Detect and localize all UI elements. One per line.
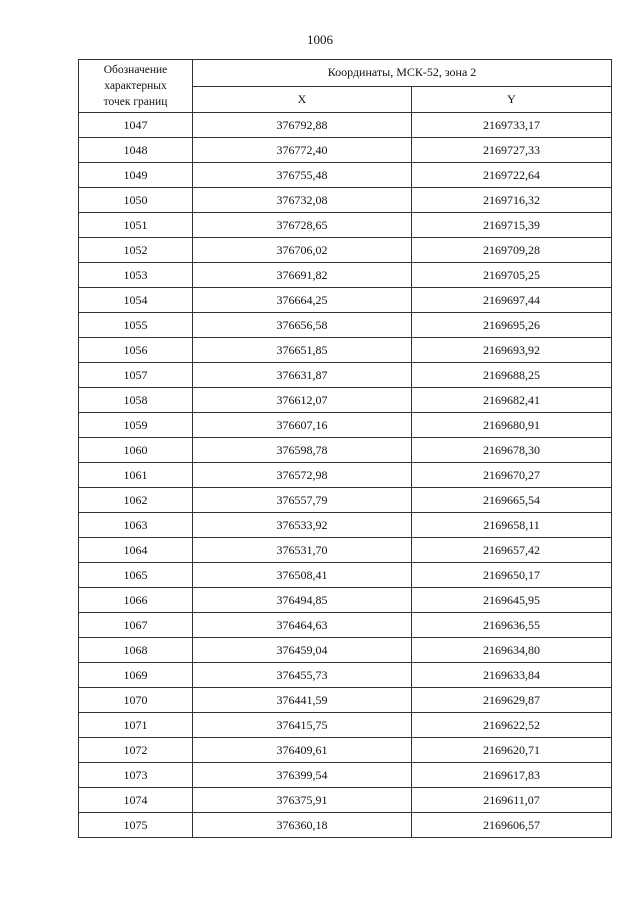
y-coordinate-cell: 2169733,17 <box>412 113 612 138</box>
table-row <box>79 238 612 263</box>
y-coordinate-cell: 2169678,30 <box>412 438 612 463</box>
point-id-cell: 1054 <box>79 288 193 313</box>
y-coordinate-cell: 2169617,83 <box>412 763 612 788</box>
x-coordinate-cell: 376732,08 <box>193 188 412 213</box>
y-coordinate-cell: 2169629,87 <box>412 688 612 713</box>
x-coordinate-cell: 376612,07 <box>193 388 412 413</box>
y-coordinate-cell: 2169727,33 <box>412 138 612 163</box>
x-coordinate-cell: 376607,16 <box>193 413 412 438</box>
header-x: X <box>193 86 412 113</box>
table-body <box>79 113 612 838</box>
y-coordinate-cell: 2169650,17 <box>412 563 612 588</box>
y-coordinate-cell: 2169665,54 <box>412 488 612 513</box>
y-coordinate-cell: 2169715,39 <box>412 213 612 238</box>
y-coordinate-cell: 2169682,41 <box>412 388 612 413</box>
table-row <box>79 463 612 488</box>
point-id-cell: 1052 <box>79 238 193 263</box>
header-y: Y <box>412 86 612 113</box>
table-row <box>79 363 612 388</box>
x-coordinate-cell: 376598,78 <box>193 438 412 463</box>
point-id-cell: 1060 <box>79 438 193 463</box>
x-coordinate-cell: 376459,04 <box>193 638 412 663</box>
header-designation-line: характерных <box>104 80 167 92</box>
point-id-cell: 1065 <box>79 563 193 588</box>
point-id-cell: 1053 <box>79 263 193 288</box>
x-coordinate-cell: 376691,82 <box>193 263 412 288</box>
table-row <box>79 163 612 188</box>
point-id-cell: 1069 <box>79 663 193 688</box>
x-coordinate-cell: 376572,98 <box>193 463 412 488</box>
x-coordinate-cell: 376651,85 <box>193 338 412 363</box>
table-row <box>79 413 612 438</box>
x-coordinate-cell: 376656,58 <box>193 313 412 338</box>
point-id-cell: 1073 <box>79 763 193 788</box>
table-row <box>79 813 612 838</box>
point-id-cell: 1061 <box>79 463 193 488</box>
table-row <box>79 513 612 538</box>
x-coordinate-cell: 376728,65 <box>193 213 412 238</box>
y-coordinate-cell: 2169705,25 <box>412 263 612 288</box>
x-coordinate-cell: 376494,85 <box>193 588 412 613</box>
table-row <box>79 113 612 138</box>
y-coordinate-cell: 2169709,28 <box>412 238 612 263</box>
y-coordinate-cell: 2169611,07 <box>412 788 612 813</box>
header-designation-line: Обозначение <box>103 64 168 76</box>
table-row <box>79 563 612 588</box>
point-id-cell: 1066 <box>79 588 193 613</box>
point-id-cell: 1047 <box>79 113 193 138</box>
point-id-cell: 1050 <box>79 188 193 213</box>
point-id-cell: 1051 <box>79 213 193 238</box>
point-id-cell: 1072 <box>79 738 193 763</box>
point-id-cell: 1063 <box>79 513 193 538</box>
table-row <box>79 138 612 163</box>
header-designation-line: точек границ <box>103 96 168 108</box>
point-id-cell: 1059 <box>79 413 193 438</box>
point-id-cell: 1070 <box>79 688 193 713</box>
x-coordinate-cell: 376375,91 <box>193 788 412 813</box>
y-coordinate-cell: 2169680,91 <box>412 413 612 438</box>
point-id-cell: 1071 <box>79 713 193 738</box>
y-coordinate-cell: 2169606,57 <box>412 813 612 838</box>
table-row <box>79 438 612 463</box>
point-id-cell: 1057 <box>79 363 193 388</box>
x-coordinate-cell: 376441,59 <box>193 688 412 713</box>
y-coordinate-cell: 2169622,52 <box>412 713 612 738</box>
page-number: 1006 <box>307 32 333 47</box>
point-id-cell: 1064 <box>79 538 193 563</box>
point-id-cell: 1067 <box>79 613 193 638</box>
table-row <box>79 663 612 688</box>
table-row <box>79 688 612 713</box>
y-coordinate-cell: 2169695,26 <box>412 313 612 338</box>
y-coordinate-cell: 2169697,44 <box>412 288 612 313</box>
table-row <box>79 263 612 288</box>
point-id-cell: 1074 <box>79 788 193 813</box>
y-coordinate-cell: 2169636,55 <box>412 613 612 638</box>
x-coordinate-cell: 376409,61 <box>193 738 412 763</box>
point-id-cell: 1056 <box>79 338 193 363</box>
header-coordinates-group: Координаты, МСК-52, зона 2 <box>193 60 612 87</box>
y-coordinate-cell: 2169722,64 <box>412 163 612 188</box>
y-coordinate-cell: 2169716,32 <box>412 188 612 213</box>
x-coordinate-cell: 376792,88 <box>193 113 412 138</box>
table-row <box>79 738 612 763</box>
point-id-cell: 1068 <box>79 638 193 663</box>
coordinates-table <box>78 59 612 838</box>
x-coordinate-cell: 376399,54 <box>193 763 412 788</box>
table-row <box>79 613 612 638</box>
point-id-cell: 1058 <box>79 388 193 413</box>
y-coordinate-cell: 2169688,25 <box>412 363 612 388</box>
x-coordinate-cell: 376557,79 <box>193 488 412 513</box>
y-coordinate-cell: 2169670,27 <box>412 463 612 488</box>
x-coordinate-cell: 376360,18 <box>193 813 412 838</box>
x-coordinate-cell: 376508,41 <box>193 563 412 588</box>
y-coordinate-cell: 2169645,95 <box>412 588 612 613</box>
x-coordinate-cell: 376706,02 <box>193 238 412 263</box>
table-row <box>79 188 612 213</box>
table-row <box>79 388 612 413</box>
x-coordinate-cell: 376533,92 <box>193 513 412 538</box>
y-coordinate-cell: 2169633,84 <box>412 663 612 688</box>
y-coordinate-cell: 2169657,42 <box>412 538 612 563</box>
table-row <box>79 338 612 363</box>
y-coordinate-cell: 2169620,71 <box>412 738 612 763</box>
table-row <box>79 538 612 563</box>
x-coordinate-cell: 376664,25 <box>193 288 412 313</box>
point-id-cell: 1075 <box>79 813 193 838</box>
table-row <box>79 213 612 238</box>
x-coordinate-cell: 376755,48 <box>193 163 412 188</box>
header-designation <box>79 60 193 113</box>
y-coordinate-cell: 2169658,11 <box>412 513 612 538</box>
y-coordinate-cell: 2169693,92 <box>412 338 612 363</box>
table-row <box>79 788 612 813</box>
table-row <box>79 313 612 338</box>
x-coordinate-cell: 376455,73 <box>193 663 412 688</box>
table-row <box>79 638 612 663</box>
point-id-cell: 1048 <box>79 138 193 163</box>
x-coordinate-cell: 376531,70 <box>193 538 412 563</box>
table-row <box>79 713 612 738</box>
table-row <box>79 288 612 313</box>
point-id-cell: 1055 <box>79 313 193 338</box>
x-coordinate-cell: 376772,40 <box>193 138 412 163</box>
point-id-cell: 1049 <box>79 163 193 188</box>
x-coordinate-cell: 376464,63 <box>193 613 412 638</box>
x-coordinate-cell: 376631,87 <box>193 363 412 388</box>
point-id-cell: 1062 <box>79 488 193 513</box>
table-row <box>79 588 612 613</box>
table-row <box>79 763 612 788</box>
table-row <box>79 488 612 513</box>
y-coordinate-cell: 2169634,80 <box>412 638 612 663</box>
x-coordinate-cell: 376415,75 <box>193 713 412 738</box>
